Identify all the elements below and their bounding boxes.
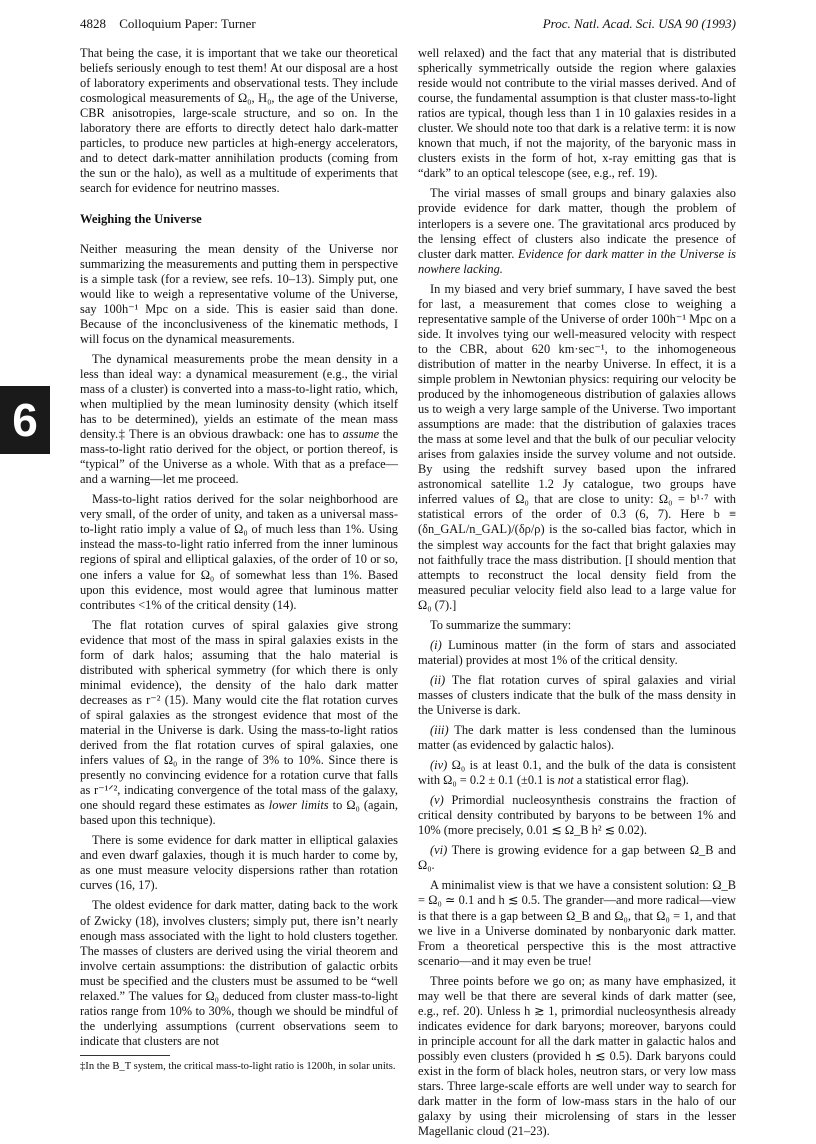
summary-item: (ii) The flat rotation curves of spiral galaxies and virial masses of clusters indicate that the bulk of the mass density in the Universe is dark. [418, 672, 736, 717]
paragraph: That being the case, it is important that we take our theoretical beliefs seriously enough to test them! At our disposal are a host of laboratory experiments and observational tests. They include cosmological measurements of Ω₀, H₀, the age of the Universe, CBR anisotropies, large-scale structure, and so on. In the laboratory there are efforts to directly detect halo dark-matter particles, to produce new particles at high-energy accelerators, and to detect dark-matter annihilation products (coming from the sun or the halo), as well as a multitude of experiments that search for evidence for neutrino masses. [80, 46, 398, 196]
paragraph: The oldest evidence for dark matter, dating back to the work of Zwicky (18), involves clusters; simply put, there isn’t nearly enough mass associated with the light to hold clusters together. The masses of clusters are derived using the virial theorem and involve certain assumptions: the distribution of galactic orbits must be specified and the clusters must be assumed to be “well relaxed.” The values for Ω₀ deduced from cluster mass-to-light ratios range from 10% to 30%, though we should be mindful of the underlying assumptions (current observations seem to indicate that clusters are not [80, 898, 398, 1048]
paragraph: Mass-to-light ratios derived for the solar neighborhood are very small, of the order of unity, and taken as a universal mass-to-light ratio imply a value of Ω₀ of much less than 1%. Using instead the mass-to-light ratio inferred from the inner luminous regions of spiral and elliptical galaxies, of the order of 10 or so, one infers a value for Ω₀ of somewhat less than 1%. Based upon this evidence, most would agree that luminous matter contributes <1% of the critical density (14). [80, 492, 398, 612]
footnote: ‡In the B_T system, the critical mass-to-light ratio is 1200h, in solar units. [80, 1060, 396, 1072]
page-number: 4828 [80, 16, 106, 31]
paragraph: The dynamical measurements probe the mean density in a less than ideal way: a dynamical measurement (e.g., the virial mass of a cluster) is converted into a mass-to-light ratio, which, when multiplied by the mean luminosity density (which itself has to be determined), yields an estimate of the mean mass density.‡ There is an obvious drawback: one has to assume the mass-to-light ratio derived for the object, or portion thereof, is “typical” of the Universe as a whole. With that as a preface—and a warning—let me proceed. [80, 351, 398, 487]
journal-citation: Proc. Natl. Acad. Sci. USA 90 (1993) [542, 16, 736, 31]
section-heading: Weighing the Universe [80, 212, 202, 227]
paragraph: In my biased and very brief summary, I have saved the best for last, a measurement that comes close to weighing a representative sample of the Universe of order 100h⁻¹ Mpc on a side. It involves tying our well-measured velocity with respect to the CBR, about 620 km·sec⁻¹, to the inhomogeneous distribution of matter in the nearby Universe. In effect, it is a simple problem in Newtonian physics: requiring our velocity be produced by the inhomogeneous distribution of galaxies allows us to weigh a very large sample of the Universe. Two important assumptions are made: that the distribution of galaxies traces the mass at some level and that the bulk of our peculiar velocity arises from galaxies inside the survey volume and not outside. By using the redshift survey based upon the infrared astronomical satellite 1.2 Jy catalogue, two groups have inferred values of Ω₀ that are close to unity: Ω₀ = b¹·⁷ with statistical errors of the order of 0.3 (6, 7). Here b ≡ (δn_GAL/n_GAL)/(δρ/ρ) is the so-called bias factor, which in the simplest way accounts for the fact that bright galaxies may not faithfully trace the mass distribution. [I should mention that attempts to reconstruct the local density field from the measured peculiar velocity field also lead to a large value for Ω₀ (7).] [418, 281, 736, 612]
paragraph: There is some evidence for dark matter in elliptical galaxies and even dwarf galaxies, though it is much harder to come by, as one must measure velocity dispersions rather than rotation curves (16, 17). [80, 833, 398, 893]
summary-item: (v) Primordial nucleosynthesis constrains the fraction of critical density contributed by baryons to be between 1% and 10% (more precisely, 0.01 ≲ Ω_B h² ≲ 0.02). [418, 793, 736, 838]
summary-item: (iv) Ω₀ is at least 0.1, and the bulk of the data is consistent with Ω₀ = 0.2 ± 0.1 (±0.1 is not a statistical error flag). [418, 758, 736, 788]
paragraph: Neither measuring the mean density of the Universe nor summarizing the measurements and putting them in perspective is a simple task (for a review, see refs. 10–13). Simply put, one would like to weigh a representative volume of the Universe, say 100h⁻¹ Mpc on a side. This is easier said than done. Because of the inconclusiveness of the kinematic methods, I will focus on the dynamical measurements. [80, 241, 398, 346]
header-left [80, 16, 256, 32]
summary-item: (iii) The dark matter is less condensed than the luminous matter (as evidenced by galactic halos). [418, 723, 736, 753]
paragraph: The flat rotation curves of spiral galaxies give strong evidence that most of the mass in spiral galaxies exists in the form of dark halos; assuming that the halo material is distributed with spherical symmetry (for which there is only minimal evidence), the density of the halo dark matter decreases as r⁻² (15). Many would cite the flat rotation curves of spiral galaxies as the strongest evidence that most of the material in the Universe is dark. Using the mass-to-light ratios derived from the flat rotation curves of spiral galaxies, one infers values of Ω₀ in the range of 3% to 10%. Since there is presently no convincing evidence for a rotation curve that falls as r⁻¹ᐟ², indicating convergence of the total mass of the galaxy, one should regard these estimates as lower limits to Ω₀ (again, based upon this technique). [80, 617, 398, 828]
footnote-rule [80, 1055, 170, 1056]
paragraph: well relaxed) and the fact that any material that is distributed spherically symmetrically outside the region where galaxies reside would not contribute to the virial masses derived. And of course, the fundamental assumption is that cluster mass-to-light ratios are typical, though less than 1 in 10 galaxies resides in a cluster. We should note too that dark is a relative term: it is now known that much, if not the majority, of the baryonic mass in clusters exists in the form of hot, x-ray emitting gas that is “dark” to an optical telescope (see, e.g., ref. 19). [418, 46, 736, 181]
paragraph: To summarize the summary: [430, 617, 572, 632]
summary-item: (i) Luminous matter (in the form of stars and associated material) provides at most 1% of the critical density. [418, 637, 736, 667]
right-column [418, 46, 736, 1144]
section-number-tab: 6 [0, 386, 50, 454]
paragraph: A minimalist view is that we have a consistent solution: Ω_B = Ω₀ ≃ 0.1 and h ≲ 0.5. The grander—and more radical—view is that there is a gap between Ω_B and Ω₀, that Ω₀ = 1, and that we live in a Universe dominated by nonbaryonic dark matter. From a theoretical perspective this is the most attractive scenario—and it may even be true! [418, 878, 736, 968]
left-column [80, 46, 398, 1078]
running-header [80, 16, 736, 34]
paragraph: Three points before we go on; as many have emphasized, it may well be that there are several kinds of dark matter (see, e.g., ref. 20). Unless h ≳ 1, primordial nucleosynthesis already indicates evidence for dark baryons; moreover, baryons could in principle account for all the dark matter in galactic halos and possibly even clusters (provided h ≲ 0.5). Dark baryons could exist in the form of black holes, neutron stars, or very low mass stars. Three large-scale efforts are well under way to search for dark matter in the form of low-mass stars in the halo of our galaxy by using their microlensing of stars in the lesser Magellanic cloud (21–23). [418, 973, 736, 1139]
paper-type: Colloquium Paper: Turner [119, 16, 256, 31]
paragraph: The virial masses of small groups and binary galaxies also provide evidence for dark matter, though the problem of interlopers is a severe one. The gravitational arcs produced by the lensing effect of clusters also indicate the presence of cluster dark matter. Evidence for dark matter in the Universe is nowhere lacking. [418, 186, 736, 276]
summary-item: (vi) There is growing evidence for a gap between Ω_B and Ω₀. [418, 843, 736, 873]
